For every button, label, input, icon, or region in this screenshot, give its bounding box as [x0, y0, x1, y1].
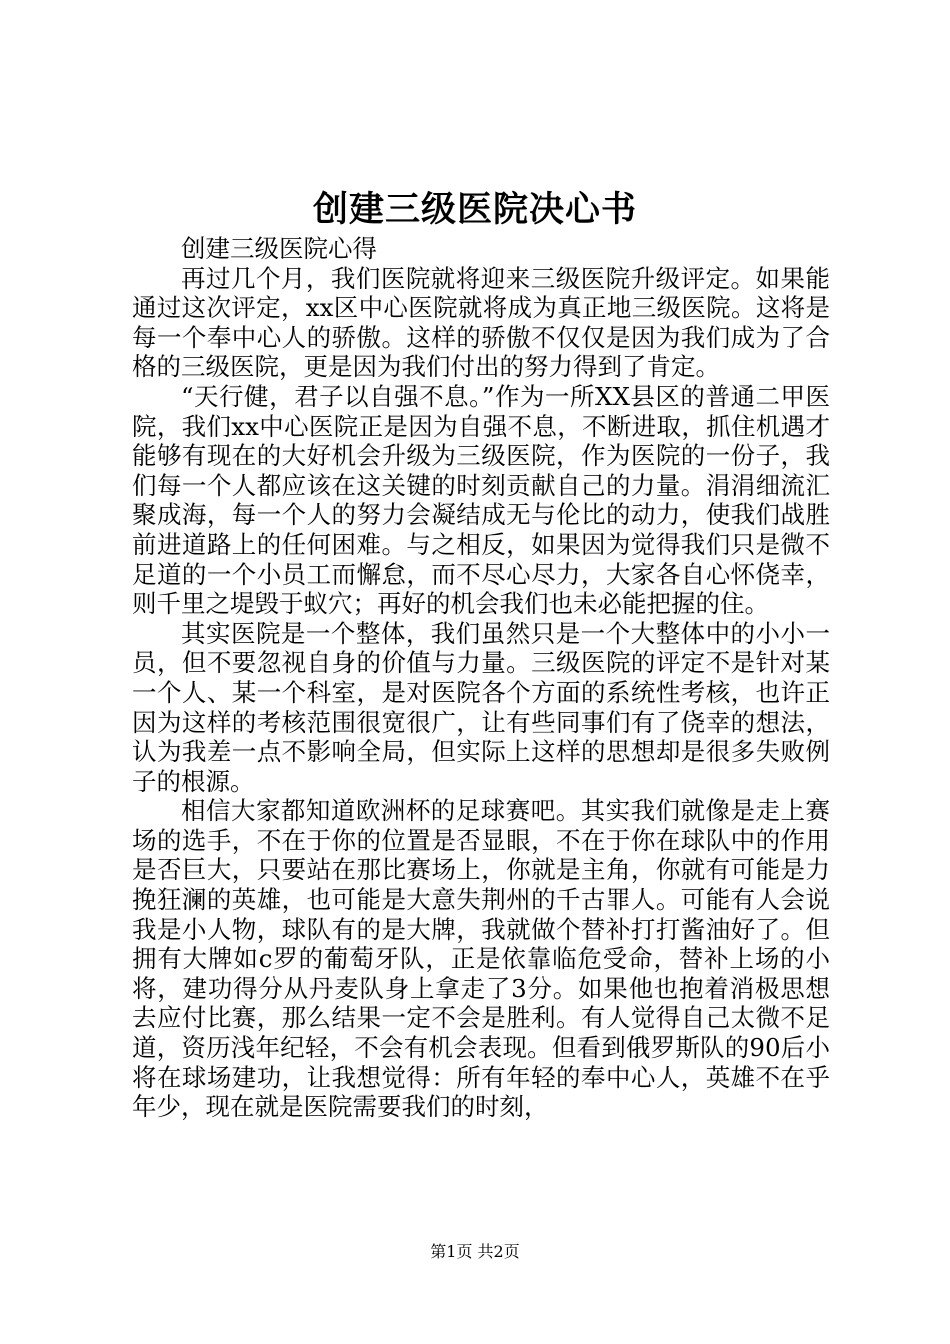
- document-body: [132, 234, 830, 1122]
- paragraph: 其实医院是一个整体，我们虽然只是一个大整体中的小小一员，但不要忽视自身的价值与力量。三级医院的评定不是针对某一个人、某一个科室，是对医院各个方面的系统性考核，也许正因为这样的考核范围很宽很广，让有些同事们有了侥幸的想法，认为我差一点不影响全局，但实际上这样的思想却是很多失败例子的根源。: [132, 618, 830, 796]
- paragraph: “天行健，君子以自强不息。”作为一所XX县区的普通二甲医院，我们xx中心医院正是因为自强不息，不断进取，抓住机遇才能够有现在的大好机会升级为三级医院，作为医院的一份子，我们每一个人都应该在这关键的时刻贡献自己的力量。涓涓细流汇聚成海，每一个人的努力会凝结成无与伦比的动力，使我们战胜前进道路上的任何困难。与之相反，如果因为觉得我们只是微不足道的一个小员工而懈怠，而不尽心尽力，大家各自心怀侥幸，则千里之堤毁于蚁穴；再好的机会我们也未必能把握的住。: [132, 381, 830, 619]
- paragraph: 相信大家都知道欧洲杯的足球赛吧。其实我们就像是走上赛场的选手，不在于你的位置是否显眼，不在于你在球队中的作用是否巨大，只要站在那比赛场上，你就是主角，你就有可能是力挽狂澜的英雄，也可能是大意失荆州的千古罪人。可能有人会说我是小人物，球队有的是大牌，我就做个替补打打酱油好了。但拥有大牌如c罗的葡萄牙队，正是依靠临危受命，替补上场的小将，建功得分从丹麦队身上拿走了3分。如果他也抱着消极思想去应付比赛，那么结果一定不会是胜利。有人觉得自己太微不足道，资历浅年纪轻，不会有机会表现。但看到俄罗斯队的90后小将在球场建功，让我想觉得：所有年轻的奉中心人，英雄不在乎年少，现在就是医院需要我们的时刻，: [132, 796, 830, 1122]
- paragraph-subtitle: 创建三级医院心得: [181, 234, 377, 263]
- paragraph: 再过几个月，我们医院就将迎来三级医院升级评定。如果能通过这次评定，xx区中心医院就将成为真正地三级医院。这将是每一个奉中心人的骄傲。这样的骄傲不仅仅是因为我们成为了合格的三级医院，更是因为我们付出的努力得到了肯定。: [132, 263, 830, 382]
- page-number-footer: 第1页 共2页: [430, 1242, 520, 1261]
- document-title: 创建三级医院决心书: [312, 189, 637, 230]
